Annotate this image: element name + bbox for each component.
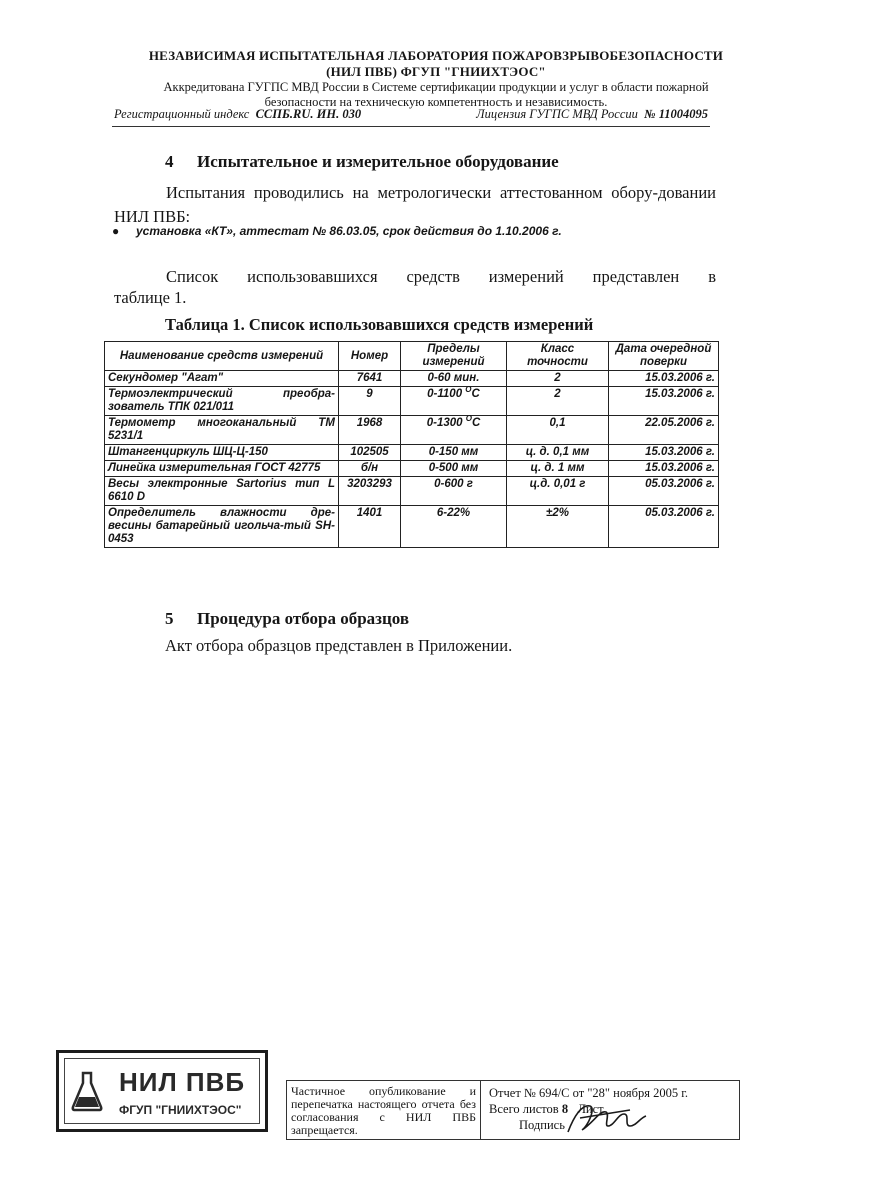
cell-name: Секундомер "Агат" [105,371,339,387]
sheets-label: Всего листов [489,1102,559,1116]
lab-stamp [56,1050,268,1132]
cell-name: Термоэлектрический преобра-зователь ТПК 021/011 [105,387,339,416]
org-name-line1: НЕЗАВИСИМАЯ ИСПЫТАТЕЛЬНАЯ ЛАБОРАТОРИЯ ПОЖАРОВЗРЫВОБЕЗОПАСНОСТИ [148,48,724,63]
copyright-notice: Частичное опубликование и перепечатка настоящего отчета без согласования с НИЛ ПВБ запрещается. [287,1081,481,1139]
sheet-label: Лист [577,1102,604,1116]
degree-sign: О [465,385,472,395]
table-row [105,387,719,416]
cell-name: Термометр многоканальный ТМ 5231/1 [105,416,339,445]
header-accuracy: Класс точности [507,342,609,371]
license [476,107,708,122]
cell-number: 9 [339,387,401,416]
cell-date: 15.03.2006 г. [609,387,719,416]
cell-accuracy: ц.д. 0,01 г [507,477,609,506]
document-header [60,48,812,110]
cell-date: 15.03.2006 г. [609,461,719,477]
cell-date: 05.03.2006 г. [609,477,719,506]
org-name-line2: (НИЛ ПВБ) ФГУП "ГНИИХТЭОС" [326,64,546,79]
registration-line [114,107,708,122]
range-value: 0-1300 [426,417,466,429]
cell-date: 15.03.2006 г. [609,371,719,387]
cell-number: б/н [339,461,401,477]
cell-accuracy: 2 [507,387,609,416]
reg-label: Регистрационный индекс [114,107,250,121]
cell-number: 1401 [339,506,401,548]
table-row [105,461,719,477]
table-intro-line2: таблице 1. [114,288,187,307]
degree-sign: О [465,414,472,424]
header-number: Номер [339,342,401,371]
range-unit: С [471,388,480,400]
section-5-number: 5 [165,609,174,628]
cell-accuracy: ц. д. 1 мм [507,461,609,477]
cell-range: 0-500 мм [401,461,507,477]
measurement-instruments-table [104,341,719,548]
cell-range: 0-60 мин. [401,371,507,387]
cell-accuracy: 0,1 [507,416,609,445]
section-4-heading [165,152,559,172]
table-intro-line1: Список использовавшихся средств измерений представлен в [166,267,716,286]
table-row [105,477,719,506]
cell-name: Штангенциркуль ШЦ-Ц-150 [105,445,339,461]
cell-range: 0-600 г [401,477,507,506]
cell-name: Весы электронные Sartorius тип L 6610 D [105,477,339,506]
range-unit: С [471,417,481,429]
section-4-number: 4 [165,152,174,171]
accreditation-line2: безопасности на техническую компетентность и независимость. [264,95,608,109]
reg-value: ССПБ.RU. ИН. 030 [255,107,362,121]
header-range: Пределы измерений [401,342,507,371]
report-number: Отчет № 694/С от "28" ноября 2005 г. [489,1086,689,1100]
cell-date: 05.03.2006 г. [609,506,719,548]
cell-range [401,387,507,416]
header-date: Дата очередной поверки [609,342,719,371]
cell-accuracy: 2 [507,371,609,387]
section-4-title: Испытательное и измерительное оборудование [197,152,559,171]
section-5-heading [165,609,409,629]
sheets-total: 8 [561,1102,569,1116]
cell-range: 0-150 мм [401,445,507,461]
cell-accuracy: ц. д. 0,1 мм [507,445,609,461]
cell-range [401,416,507,445]
signature-mark [560,1096,660,1140]
header-name: Наименование средств измерений [105,342,339,371]
signature-label: Подпись [519,1118,565,1132]
cell-name: Линейка измерительная ГОСТ 42775 [105,461,339,477]
header-divider [112,126,710,127]
table-row [105,445,719,461]
table-header-row [105,342,719,371]
cell-number: 1968 [339,416,401,445]
section-4-paragraph: Испытания проводились на метрологически аттестованном обору-довании НИЛ ПВБ: [114,183,716,226]
cell-number: 3203293 [339,477,401,506]
equipment-bullet-text: установка «КТ», аттестат № 86.03.05, срок действия до 1.10.2006 г. [136,224,562,238]
table-row [105,506,719,548]
cell-date: 15.03.2006 г. [609,445,719,461]
flask-logo-icon [69,1069,105,1113]
table-row [105,371,719,387]
cell-number: 7641 [339,371,401,387]
section-5-paragraph: Акт отбора образцов представлен в Приложении. [165,636,513,655]
range-value: 0-1100 [427,388,466,400]
table-caption: Таблица 1. Список использовавшихся средств измерений [165,315,594,334]
equipment-bullet [112,224,562,238]
stamp-title: НИЛ ПВБ [119,1067,246,1097]
license-label: Лицензия ГУГПС МВД России [476,107,638,121]
cell-name: Определитель влажности дре-весины батарейный игольча-тый SH-0453 [105,506,339,548]
report-footer-box [286,1080,740,1140]
cell-range: 6-22% [401,506,507,548]
stamp-subtitle: ФГУП "ГНИИХТЭОС" [119,1103,242,1117]
license-value: № 11004095 [644,107,708,121]
accreditation-line1: Аккредитована ГУГПС МВД России в Системе сертификации продукции и услуг в области пожарной [163,80,709,94]
cell-accuracy: ±2% [507,506,609,548]
table-row [105,416,719,445]
cell-number: 102505 [339,445,401,461]
section-5-title: Процедура отбора образцов [197,609,410,628]
cell-date: 22.05.2006 г. [609,416,719,445]
bullet-symbol: ● [112,224,120,238]
